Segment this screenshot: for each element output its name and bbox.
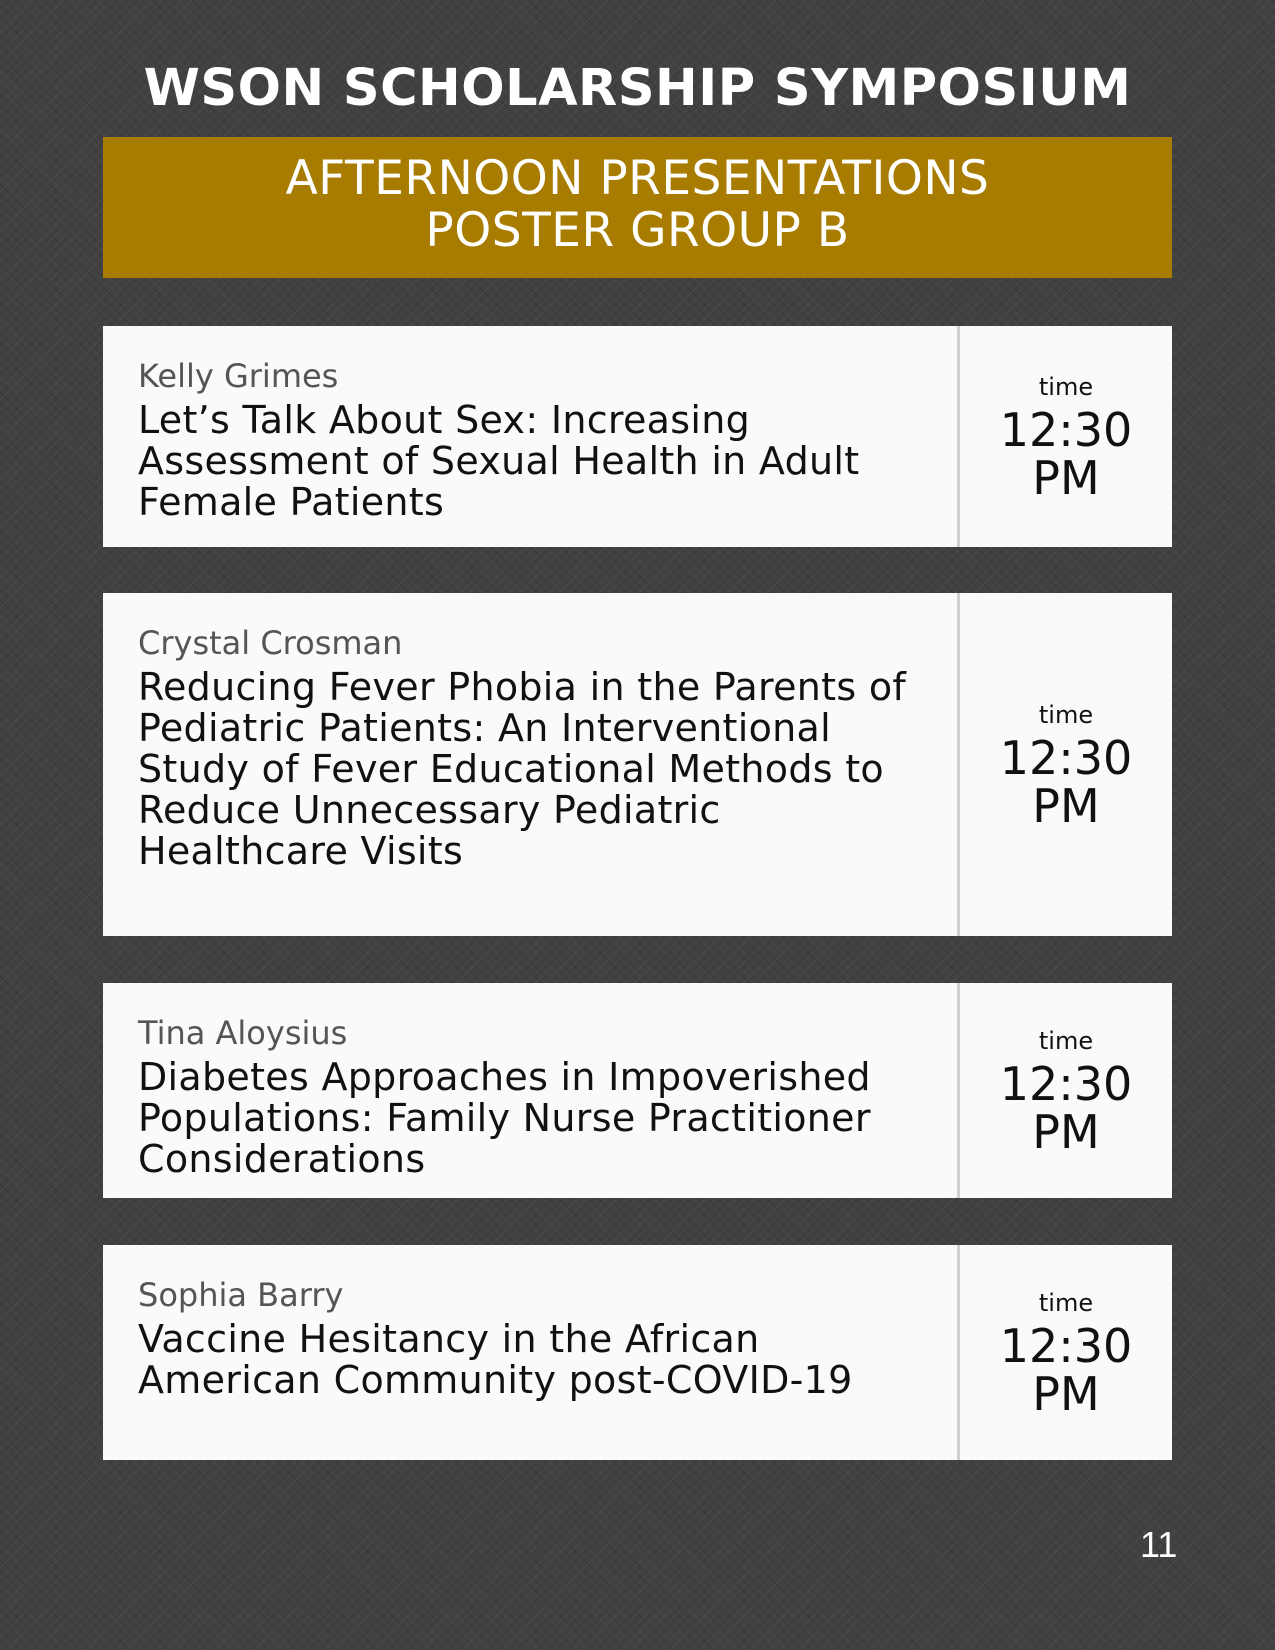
presentation-card-2: [103, 593, 1172, 936]
presentation-title: Let’s Talk About Sex: Increasing Assessment of Sexual Health in Adult Female Patients: [138, 398, 860, 524]
presentation-title: Reducing Fever Phobia in the Parents of Pediatric Patients: An Interventional Study of Fever Educational Methods to Reduce Unnecessary Pediatric Healthcare Visits: [138, 665, 907, 873]
banner-session-label: AFTERNOON PRESENTATIONS: [285, 151, 990, 206]
presentation-title: Vaccine Hesitancy in the African American Community post-COVID-19: [138, 1317, 853, 1402]
time-label: time: [1038, 1026, 1094, 1055]
presentation-title: Diabetes Approaches in Impoverished Populations: Family Nurse Practitioner Considerations: [138, 1055, 871, 1181]
time-slot: [960, 593, 1172, 936]
presenter-name: Crystal Crosman: [138, 624, 403, 662]
page-number: 11: [1140, 1524, 1178, 1565]
time-label: time: [1038, 372, 1094, 401]
presenter-name: Tina Aloysius: [138, 1014, 348, 1052]
time-value: 12:30 PM: [999, 402, 1133, 505]
presentation-details: [103, 326, 960, 547]
time-label: time: [1038, 1288, 1094, 1317]
time-value: 12:30 PM: [999, 1056, 1133, 1159]
time-slot: [960, 983, 1172, 1198]
time-value: 12:30 PM: [999, 730, 1133, 833]
presenter-name: Sophia Barry: [138, 1276, 344, 1314]
presentation-card-1: [103, 326, 1172, 547]
presentation-details: [103, 1245, 960, 1460]
presentation-card-4: [103, 1245, 1172, 1460]
time-slot: [960, 326, 1172, 547]
time-slot: [960, 1245, 1172, 1460]
time-label: time: [1038, 700, 1094, 729]
presentation-details: [103, 593, 960, 936]
session-banner: [103, 137, 1172, 278]
page-title: WSON SCHOLARSHIP SYMPOSIUM: [143, 59, 1132, 118]
presentation-details: [103, 983, 960, 1198]
time-value: 12:30 PM: [999, 1318, 1133, 1421]
presenter-name: Kelly Grimes: [138, 357, 339, 395]
banner-group-label: POSTER GROUP B: [425, 203, 850, 258]
presentation-card-3: [103, 983, 1172, 1198]
